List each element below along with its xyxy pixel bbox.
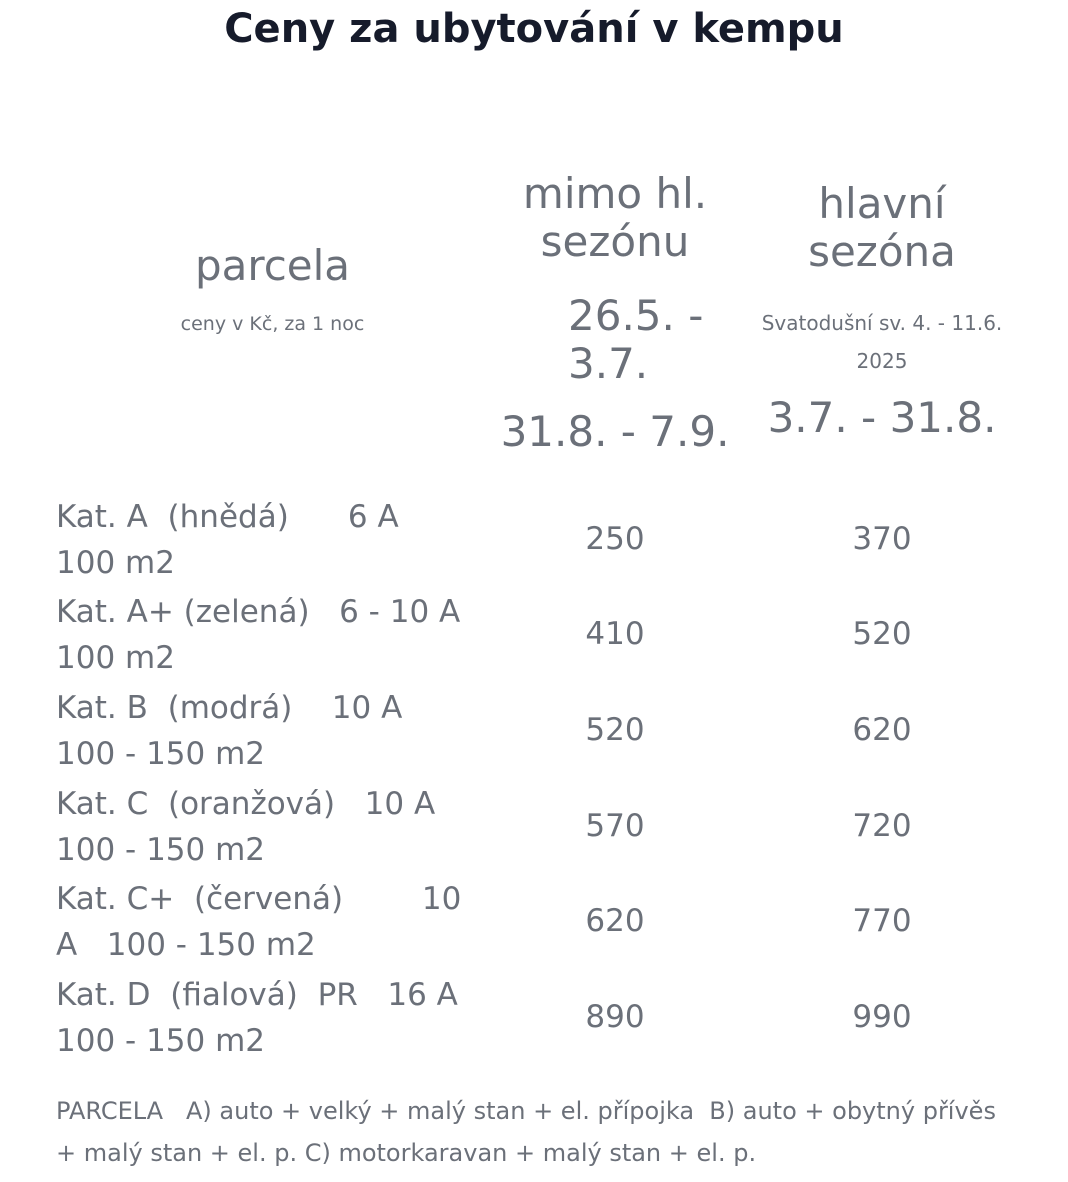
row-main-season-price: 620: [852, 712, 912, 748]
main-season-holiday: Svatodušní sv. 4. - 11.6. 2025: [761, 311, 1003, 373]
table-row: [0, 781, 1068, 877]
row-off-season-price: 520: [585, 712, 645, 748]
off-season-name: mimo hl. sezónu: [522, 169, 708, 266]
row-off-season-price: 620: [585, 903, 645, 939]
header-off-season: [490, 170, 740, 456]
row-category: Kat. A (hnědá) 6 A 100 m2: [56, 499, 439, 581]
row-category: Kat. D (fialová) PR 16 A 100 - 150 m2: [56, 977, 488, 1059]
row-main-season-price: 770: [852, 903, 912, 939]
table-row: [0, 972, 1068, 1068]
page-title: Ceny za ubytování v kempu: [224, 6, 844, 52]
row-main-season-price: 990: [852, 999, 912, 1035]
row-category: Kat. C (oranžová) 10 A 100 - 150 m2: [56, 786, 475, 868]
table-row: [0, 589, 1068, 685]
row-off-season-price: 410: [585, 616, 645, 652]
main-season-name: hlavní sezóna: [808, 179, 956, 276]
row-category: Kat. B (modrá) 10 A 100 - 150 m2: [56, 690, 442, 772]
header-parcela: [50, 240, 495, 336]
row-main-season-price: 720: [852, 808, 912, 844]
row-category: Kat. C+ (červená) 10 A 100 - 150 m2: [56, 881, 472, 963]
off-season-dates-1: 26.5. - 3.7.: [568, 291, 704, 388]
row-main-season-price: 520: [852, 616, 912, 652]
row-category: Kat. A+ (zelená) 6 - 10 A 100 m2: [56, 594, 490, 676]
header-main-season: [752, 180, 1012, 442]
header-price-note: ceny v Kč, za 1 noc: [180, 313, 365, 335]
main-season-dates: 3.7. - 31.8.: [767, 393, 997, 442]
row-main-season-price: 370: [852, 521, 912, 557]
table-row: [0, 685, 1068, 781]
table-row: [0, 494, 1068, 590]
row-off-season-price: 250: [585, 521, 645, 557]
footnote: PARCELA A) auto + velký + malý stan + el. přípojka B) auto + obytný přívěs + malý stan + el. p. C) motorkaravan + malý stan + el. p.: [56, 1097, 1004, 1167]
table-row: [0, 876, 1068, 972]
off-season-dates-2: 31.8. - 7.9.: [500, 407, 730, 456]
row-off-season-price: 890: [585, 999, 645, 1035]
header-parcela-label: parcela: [194, 241, 351, 290]
row-off-season-price: 570: [585, 808, 645, 844]
